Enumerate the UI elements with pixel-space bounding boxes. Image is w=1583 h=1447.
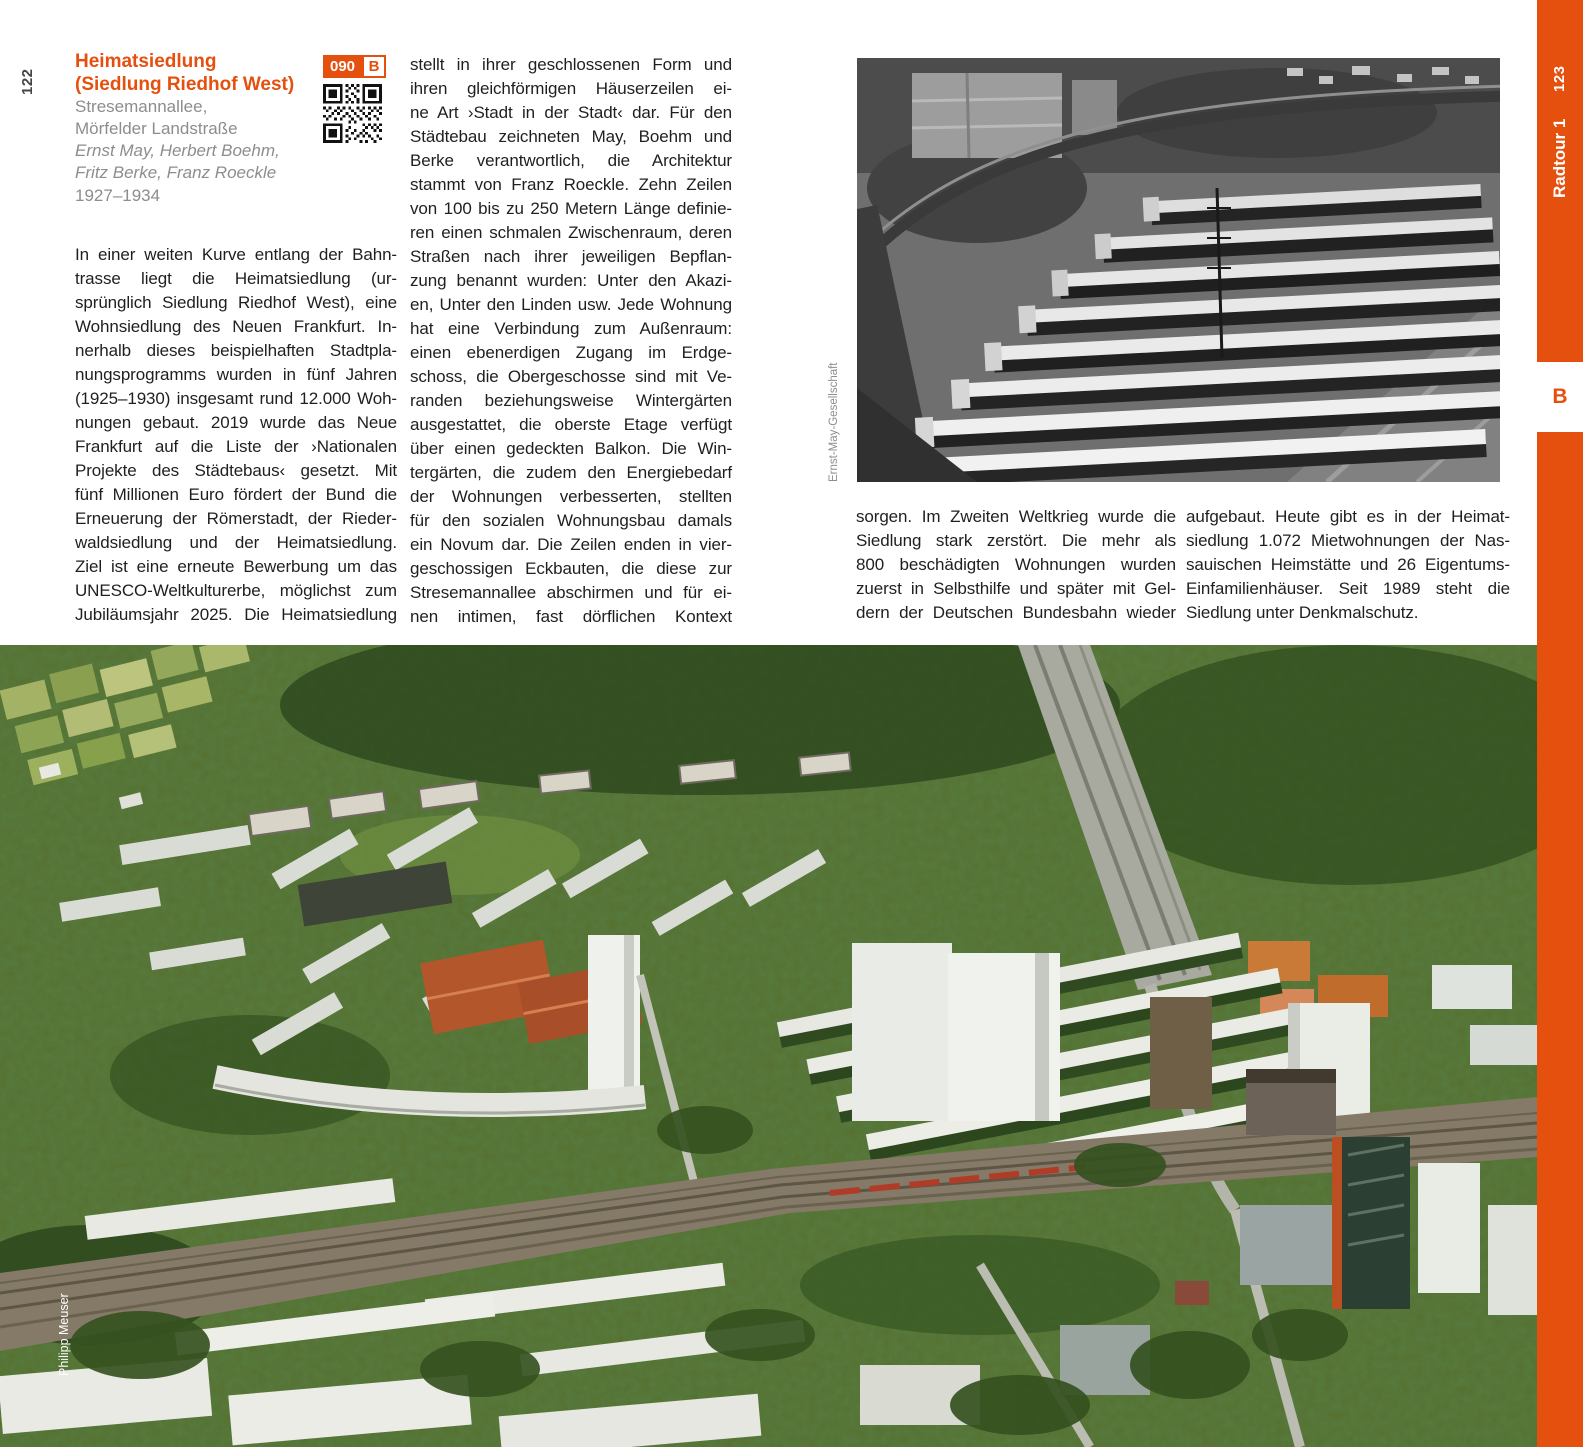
text-line: nen intimen, fast dörflichen Kontext (410, 607, 732, 626)
text-line: Siedlung stark zerstört. Die mehr als (856, 531, 1176, 550)
text-line: Frankfurt auf die Liste der ›Nationalen (75, 437, 397, 456)
text-line: Straßen nach ihrer jeweiligen Bepflan- (410, 247, 732, 266)
text-line: tergärten, die zudem den Energiebedarf (410, 463, 732, 482)
entry-address-line1: Stresemannallee, (75, 97, 208, 116)
body-column-4 (1186, 505, 1510, 625)
text-line: sorgen. Im Zweiten Weltkrieg wurde die (856, 507, 1176, 526)
text-line: fünf Millionen Euro fördert der Bund die (75, 485, 397, 504)
text-line: ausgestattet, die oberste Etage verfügt (410, 415, 732, 434)
catalog-number: 090 (323, 55, 362, 78)
text-line: Jubiläumsjahr 2025. Die Heimatsiedlung (75, 605, 397, 624)
route-letter-tab (1537, 362, 1583, 432)
text-line: nerhalb dieses beispielhaften Stadtpla- (75, 341, 397, 360)
text-line: Wohnsiedlung des Neuen Frankfurt. In- (75, 317, 397, 336)
page-number-left: 122 (19, 68, 36, 96)
text-line: (1925–1930) insgesamt rund 12.000 Woh- (75, 389, 397, 408)
text-line: randen beziehungsweise Wintergärten (410, 391, 732, 410)
text-line: 800 beschädigten Wohnungen wurden (856, 555, 1176, 574)
text-line: zung benannt wurden: Unter den Akazi- (410, 271, 732, 290)
text-line: Erneuerung der Römerstadt, der Rieder- (75, 509, 397, 528)
entry-header (75, 50, 320, 207)
text-line: schoss, die Obergeschosse sind mit Ve- (410, 367, 732, 386)
body-column-2 (410, 53, 732, 629)
color-aerial-photo (0, 645, 1537, 1447)
text-line: über einen gedeckten Balkon. Die Win- (410, 439, 732, 458)
text-line: aufgebaut. Heute gibt es in der Heimat- (1186, 507, 1510, 526)
text-line: siedlung 1.072 Mietwohnungen der Nas- (1186, 531, 1510, 550)
text-line: sprünglich Siedlung Riedhof West), eine (75, 293, 397, 312)
text-line: der Wohnungen verbesserten, stellten (410, 487, 732, 506)
text-line: Stresemannallee abschirmen und für ei- (410, 583, 732, 602)
text-line: en, Unter den Linden usw. Jede Wohnung (410, 295, 732, 314)
entry-address-line2: Mörfelder Landstraße (75, 119, 238, 138)
body-column-1 (75, 243, 397, 627)
text-line: hat eine Verbindung zum Außenraum: (410, 319, 732, 338)
catalog-route-letter: B (362, 55, 386, 78)
text-line: waldsiedlung und der Heimatsiedlung. (75, 533, 397, 552)
text-line: Einfamilienhäuser. Seit 1989 steht die (1186, 579, 1510, 598)
text-line: Städtebau zeichneten May, Boehm und (410, 127, 732, 146)
text-line: In einer weiten Kurve entlang der Bahn- (75, 245, 397, 264)
text-line: Projekte des Städtebaus‹ gesetzt. Mit (75, 461, 397, 480)
page-number-right: 123 (1551, 65, 1568, 93)
text-line: ne Art ›Stadt in der Stadt‹ dar. Für den (410, 103, 732, 122)
entry-years: 1927–1934 (75, 186, 161, 205)
text-line: geschossigen Eckbauten, die diese zur (410, 559, 732, 578)
text-line: UNESCO-Weltkulturerbe, möglichst zum (75, 581, 397, 600)
text-line: für den sozialen Wohnungsbau damals (410, 511, 732, 530)
text-line: dern der Deutschen Bundesbahn wieder (856, 603, 1176, 622)
entry-architects-line2: Fritz Berke, Franz Roeckle (75, 163, 277, 182)
sidebar-section-label: Radtour 1 (1550, 118, 1569, 198)
text-line: ihren gleichförmigen Häuserzeilen ei- (410, 79, 732, 98)
text-line: Ziel ist eine erneute Bewerbung um das (75, 557, 397, 576)
text-line: Berke verantwortlich, die Architektur (410, 151, 732, 170)
historic-aerial-photo (857, 58, 1500, 482)
text-line: stammt von Franz Roeckle. Zehn Zeilen (410, 175, 732, 194)
text-line: nungsprogramms wurden in fünf Jahren (75, 365, 397, 384)
text-line: nungen gebaut. 2019 wurde das Neue (75, 413, 397, 432)
photo-credit-aerial: Philipp Meuser (57, 1293, 71, 1376)
text-line: sauischen Heimstätte und 26 Eigentums- (1186, 555, 1510, 574)
text-line: einen ebenerdigen Zugang im Erdge- (410, 343, 732, 362)
catalog-badge (323, 55, 386, 78)
text-line: trasse liegt die Heimatsiedlung (ur- (75, 269, 397, 288)
qr-code-icon (323, 84, 382, 143)
entry-title-line1: Heimatsiedlung (75, 51, 217, 72)
sidebar-color-bar (1537, 0, 1583, 1447)
route-letter: B (1552, 385, 1568, 408)
text-line: stellt in ihrer geschlossenen Form und (410, 55, 732, 74)
text-line: ein Novum dar. Die Zeilen enden in vier- (410, 535, 732, 554)
text-line: Siedlung unter Denkmalschutz. (1186, 603, 1419, 622)
text-line: zuerst in Selbsthilfe und später mit Gel- (856, 579, 1176, 598)
body-column-3 (856, 505, 1176, 625)
entry-architects-line1: Ernst May, Herbert Boehm, (75, 141, 280, 160)
text-line: von 100 bis zu 250 Metern Länge definie- (410, 199, 732, 218)
text-line: ren einen schmalen Zwischenraum, deren (410, 223, 732, 242)
entry-title-line2: (Siedlung Riedhof West) (75, 74, 295, 95)
photo-credit-historic: Ernst-May-Gesellschaft (828, 362, 840, 482)
